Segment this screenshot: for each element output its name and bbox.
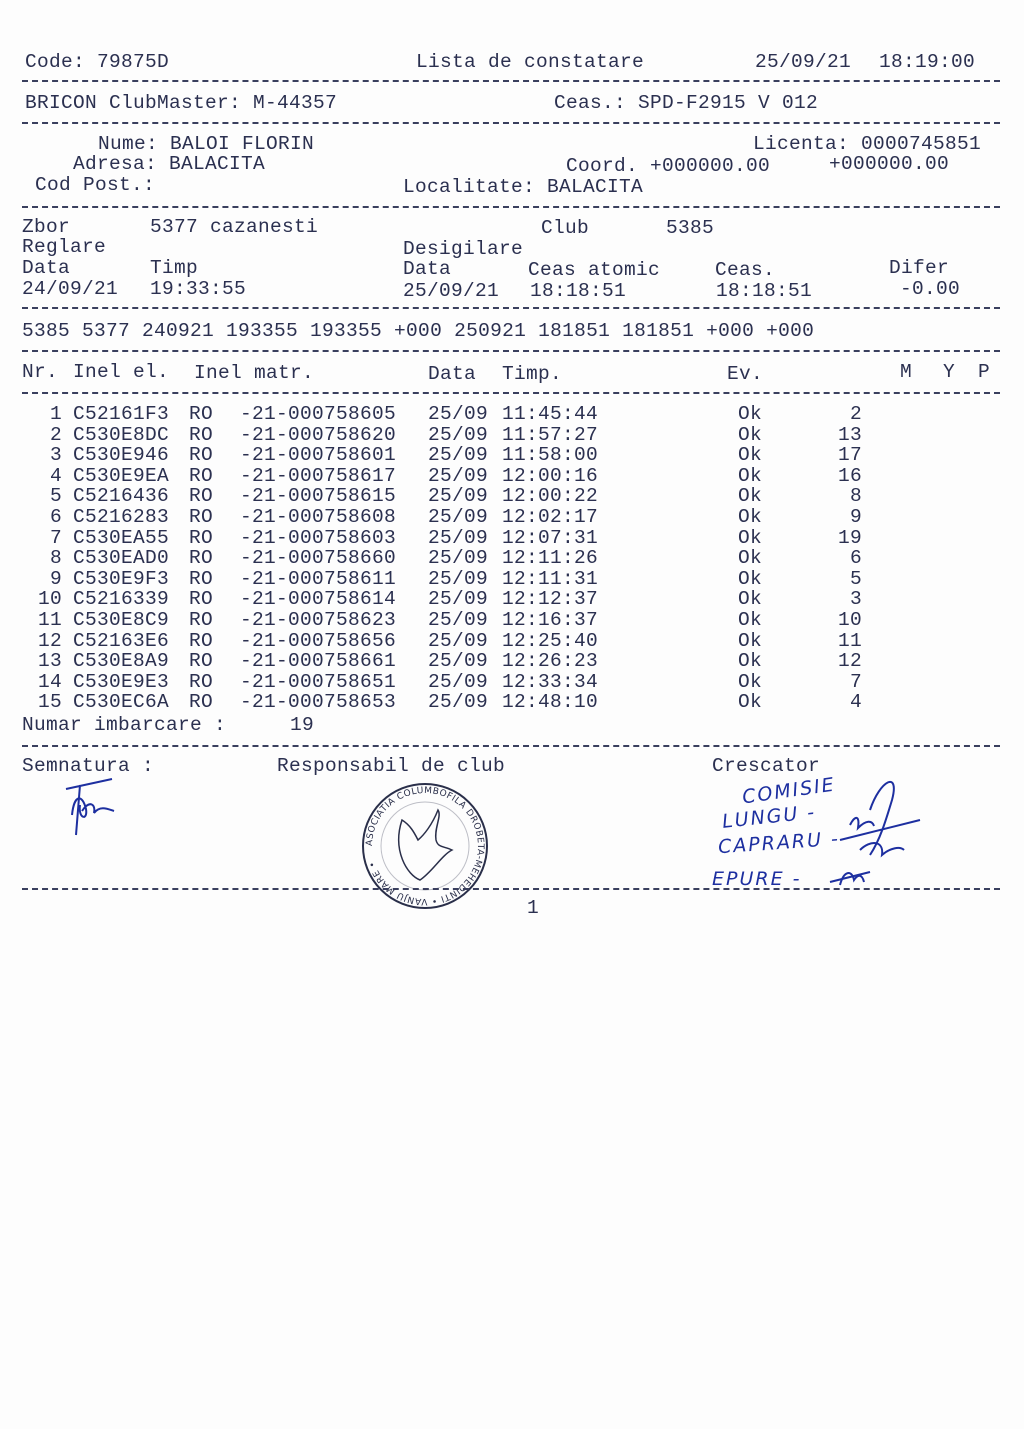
arrival-time: 12:25:40 [502, 629, 599, 652]
ring-number: -21-000758651 [240, 670, 397, 693]
svg-text:ASOCIATIA COLUMBOFILA DROBETA-: ASOCIATIA COLUMBOFILA DROBETA-MEHEDINTI • VANJU MARE • [364, 785, 486, 907]
event-status: Ok [738, 464, 763, 487]
committee-signatures [800, 770, 930, 895]
boarding-count-value: 19 [290, 714, 315, 736]
ring-number: -21-000758656 [240, 629, 397, 652]
ring-number: -21-000758615 [240, 485, 397, 508]
th-nr: Nr. [22, 361, 59, 383]
flight-value: 5377 cazanesti [150, 216, 319, 238]
basket-number: 2 [849, 403, 862, 425]
arrival-date: 25/09 [428, 464, 489, 487]
ring-country: RO [189, 464, 214, 487]
basket-number: 10 [837, 609, 862, 631]
setting-date: 24/09/21 [22, 278, 119, 300]
basket-number: 16 [837, 464, 862, 487]
event-status: Ok [738, 485, 763, 508]
ring-country: RO [189, 547, 214, 570]
divider [22, 745, 1000, 747]
arrival-time: 11:58:00 [502, 444, 599, 467]
ring-number: -21-000758653 [240, 691, 397, 714]
ring-country: RO [189, 506, 214, 528]
event-status: Ok [738, 691, 763, 714]
divider [22, 206, 1000, 208]
electronic-ring: C5216339 [73, 588, 170, 611]
arrival-time: 12:11:26 [502, 547, 599, 570]
basket-number: 3 [849, 588, 862, 611]
th-m: M [900, 361, 913, 383]
row-number: 1 [49, 403, 62, 425]
electronic-ring: C530EAD0 [73, 547, 170, 570]
th-p: P [978, 361, 991, 383]
divider [22, 888, 1000, 890]
arrival-date: 25/09 [428, 691, 489, 714]
event-status: Ok [738, 403, 763, 425]
row-number: 6 [49, 506, 62, 528]
basket-number: 6 [849, 547, 862, 570]
basket-number: 4 [849, 691, 862, 714]
row-number: 10 [37, 588, 62, 611]
col-date: Data [22, 257, 71, 279]
handwritten-line-4: EPURE - [712, 868, 802, 890]
event-status: Ok [738, 506, 763, 528]
arrival-time: 12:11:31 [502, 567, 599, 590]
electronic-ring: C530EA55 [73, 526, 170, 549]
row-number: 9 [49, 567, 62, 590]
arrival-date: 25/09 [428, 403, 489, 425]
ring-number: -21-000758611 [240, 567, 397, 590]
ring-country: RO [189, 403, 214, 425]
arrival-date: 25/09 [428, 567, 489, 590]
electronic-ring: C5216436 [73, 485, 170, 508]
basket-number: 13 [837, 423, 862, 446]
ring-country: RO [189, 526, 214, 549]
electronic-ring: C530E9E3 [73, 670, 170, 693]
row-number: 7 [49, 526, 62, 549]
row-number: 14 [37, 670, 62, 693]
event-status: Ok [738, 629, 763, 652]
ring-number: -21-000758605 [240, 403, 397, 425]
arrival-date: 25/09 [428, 444, 489, 467]
club-responsible-label: Responsabil de club [277, 755, 506, 777]
handwritten-line-2: LUNGU - [721, 801, 818, 833]
breeder-label: Crescator [712, 755, 821, 777]
electronic-ring: C530E8C9 [73, 609, 170, 631]
event-status: Ok [738, 588, 763, 611]
event-status: Ok [738, 547, 763, 570]
col-atomic-clock: Ceas atomic [528, 259, 661, 281]
unsealing-date: 25/09/21 [403, 280, 500, 302]
arrival-time: 11:57:27 [502, 423, 599, 446]
event-status: Ok [738, 650, 763, 673]
electronic-ring: C530E8DC [73, 423, 170, 446]
owner-license: Licenta: 0000745851 [753, 133, 982, 155]
setting-time: 19:33:55 [150, 278, 247, 300]
arrival-date: 25/09 [428, 588, 489, 611]
boarding-count-label: Numar imbarcare : [22, 714, 227, 736]
row-number: 13 [37, 650, 62, 673]
event-status: Ok [738, 423, 763, 446]
th-ev: Ev. [727, 363, 764, 385]
row-number: 4 [49, 464, 62, 487]
owner-address: Adresa: BALACITA [73, 153, 266, 175]
ring-number: -21-000758617 [240, 464, 397, 487]
club-value: 5385 [666, 217, 715, 239]
club-label: Club [541, 217, 590, 239]
electronic-ring: C5216283 [73, 506, 170, 528]
event-status: Ok [738, 444, 763, 467]
basket-number: 17 [837, 444, 862, 467]
ring-number: -21-000758608 [240, 506, 397, 528]
arrival-time: 12:02:17 [502, 506, 599, 528]
unsealing-atomic-time: 18:18:51 [530, 280, 627, 302]
th-timp: Timp. [502, 363, 563, 385]
arrival-time: 12:07:31 [502, 526, 599, 549]
basket-number: 19 [837, 526, 862, 549]
ring-number: -21-000758623 [240, 609, 397, 631]
ring-number: -21-000758603 [240, 526, 397, 549]
clubmaster-id: BRICON ClubMaster: M-44357 [25, 92, 338, 114]
ring-number: -21-000758614 [240, 588, 397, 611]
arrival-date: 25/09 [428, 423, 489, 446]
print-date: 25/09/21 [755, 51, 852, 73]
col-time: Timp [150, 257, 199, 279]
page-number: 1 [527, 897, 540, 919]
event-status: Ok [738, 526, 763, 549]
ring-number: -21-000758661 [240, 650, 397, 673]
basket-number: 12 [837, 650, 862, 673]
owner-coord: Coord. +000000.00 [566, 155, 771, 177]
arrival-time: 12:12:37 [502, 588, 599, 611]
ring-country: RO [189, 567, 214, 590]
owner-coord-2: +000000.00 [829, 153, 950, 175]
unsealing-clock-time: 18:18:51 [716, 280, 813, 302]
row-number: 15 [37, 691, 62, 714]
electronic-ring: C530EC6A [73, 691, 170, 714]
divider [22, 350, 1000, 352]
arrival-date: 25/09 [428, 506, 489, 528]
electronic-ring: C52163E6 [73, 629, 170, 652]
electronic-ring: C530E9F3 [73, 567, 170, 590]
ring-number: -21-000758601 [240, 444, 397, 467]
difference-value: -0.00 [900, 278, 961, 300]
divider [22, 392, 1000, 394]
document-title: Lista de constatare [416, 51, 645, 73]
th-data: Data [428, 363, 477, 385]
owner-locality: Localitate: BALACITA [403, 176, 644, 198]
ring-number: -21-000758620 [240, 423, 397, 446]
handwritten-signature [60, 775, 140, 845]
basket-number: 9 [849, 506, 862, 528]
arrival-date: 25/09 [428, 526, 489, 549]
ring-country: RO [189, 650, 214, 673]
arrival-time: 12:00:22 [502, 485, 599, 508]
basket-number: 5 [849, 567, 862, 590]
arrival-date: 25/09 [428, 629, 489, 652]
event-status: Ok [738, 567, 763, 590]
electronic-ring: C530E8A9 [73, 650, 170, 673]
arrival-time: 12:16:37 [502, 609, 599, 631]
ring-country: RO [189, 670, 214, 693]
row-number: 2 [49, 423, 62, 446]
arrival-time: 12:33:34 [502, 670, 599, 693]
arrival-time: 12:48:10 [502, 691, 599, 714]
club-stamp [352, 780, 502, 915]
arrival-date: 25/09 [428, 650, 489, 673]
divider [22, 122, 1000, 124]
setting-label: Reglare [22, 236, 107, 258]
col-date-2: Data [403, 258, 452, 280]
unsealing-label: Desigilare [403, 238, 524, 260]
owner-name: Nume: BALOI FLORIN [98, 133, 315, 155]
arrival-date: 25/09 [428, 609, 489, 631]
col-difference: Difer [889, 257, 950, 279]
event-status: Ok [738, 670, 763, 693]
electronic-ring: C52161F3 [73, 403, 170, 425]
divider [22, 80, 1000, 82]
code-line: 5385 5377 240921 193355 193355 +000 250921 181851 181851 +000 +000 [22, 320, 815, 342]
th-inel-matr: Inel matr. [194, 362, 315, 384]
row-number: 11 [37, 609, 62, 631]
electronic-ring: C530E946 [73, 444, 170, 467]
ring-country: RO [189, 691, 214, 714]
basket-number: 8 [849, 485, 862, 508]
event-status: Ok [738, 609, 763, 631]
signature-label: Semnatura : [22, 755, 155, 777]
row-number: 5 [49, 485, 62, 508]
ring-country: RO [189, 588, 214, 611]
th-inel-el: Inel el. [73, 361, 170, 383]
document-code: Code: 79875D [25, 51, 170, 73]
arrival-time: 12:26:23 [502, 650, 599, 673]
arrival-date: 25/09 [428, 670, 489, 693]
clock-id: Ceas.: SPD-F2915 V 012 [554, 92, 819, 114]
owner-postal: Cod Post.: [35, 174, 156, 196]
flight-label: Zbor [22, 216, 71, 238]
ring-country: RO [189, 423, 214, 446]
arrival-time: 12:00:16 [502, 464, 599, 487]
arrival-date: 25/09 [428, 547, 489, 570]
ring-country: RO [189, 485, 214, 508]
ring-country: RO [189, 629, 214, 652]
handwritten-line-1: COMISIE [740, 773, 837, 809]
row-number: 3 [49, 444, 62, 467]
divider [22, 307, 1000, 309]
electronic-ring: C530E9EA [73, 464, 170, 487]
ring-number: -21-000758660 [240, 547, 397, 570]
print-time: 18:19:00 [879, 51, 976, 73]
basket-number: 7 [849, 670, 862, 693]
th-y: Y [943, 361, 956, 383]
ring-country: RO [189, 609, 214, 631]
col-clock: Ceas. [715, 259, 776, 281]
arrival-time: 11:45:44 [502, 403, 599, 425]
arrival-date: 25/09 [428, 485, 489, 508]
row-number: 12 [37, 629, 62, 652]
row-number: 8 [49, 547, 62, 570]
ring-country: RO [189, 444, 214, 467]
handwritten-line-3: CAPRARU - [717, 827, 841, 859]
basket-number: 11 [837, 629, 862, 652]
